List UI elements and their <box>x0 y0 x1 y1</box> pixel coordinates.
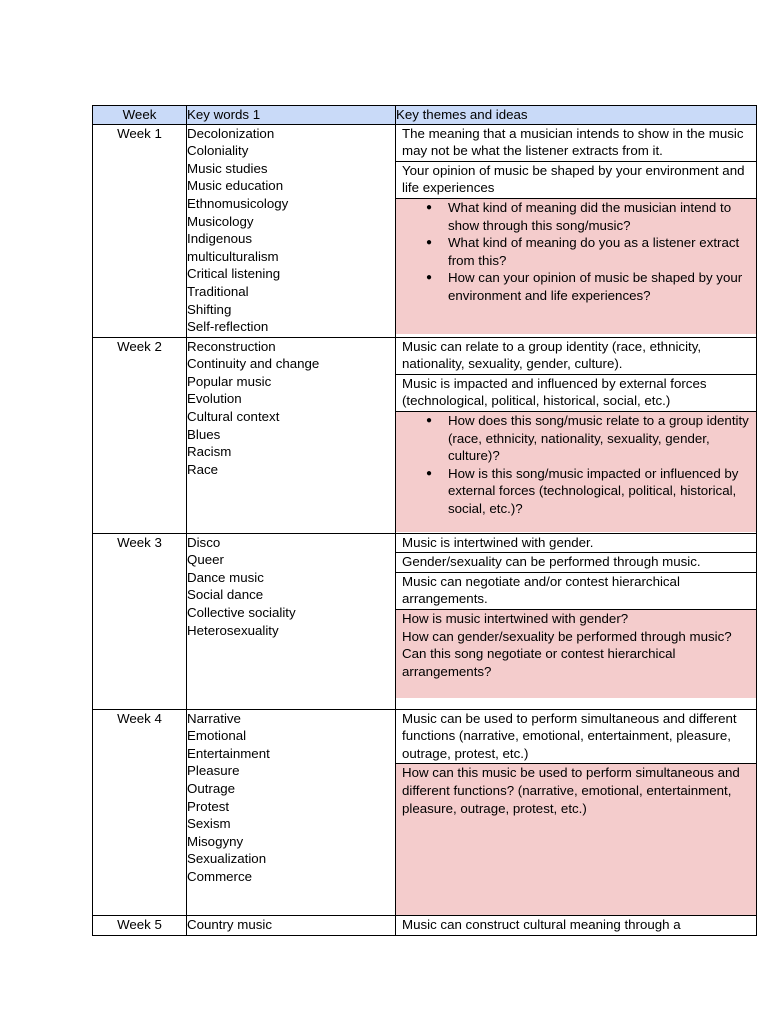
keyword-item: Outrage <box>187 780 236 796</box>
keyword-item: Decolonization <box>187 125 275 141</box>
keyword-item: Ethnomusicology <box>187 195 289 211</box>
question-item: How is music intertwined with gender? <box>402 610 629 626</box>
question-item: ● How does this song/music relate to a group identity (race, ethnicity, nationality, sexuality, gender, culture)? <box>448 412 750 465</box>
keyword-item: Shifting <box>187 301 232 317</box>
keyword-item: Social dance <box>187 587 264 603</box>
question-item: ● How is this song/music impacted or influenced by external forces (technological, political, historical, social, etc.)? <box>448 465 750 518</box>
question-item: ● How can your opinion of music be shaped by your environment and life experiences? <box>448 269 750 304</box>
theme-statement: Music can be used to perform simultaneous and different functions (narrative, emotional, entertainment, pleasure, outrage, protest, etc.) <box>396 710 756 765</box>
table-row <box>93 533 757 709</box>
themes-cell <box>396 337 757 533</box>
theme-statement: Music is impacted and influenced by external forces (technological, political, historical, social, etc.) <box>396 375 756 412</box>
table-row <box>93 709 757 916</box>
keyword-item: Racism <box>187 444 232 460</box>
themes-cell <box>396 533 757 709</box>
keyword-item: Narrative <box>187 710 241 726</box>
header-themes: Key themes and ideas <box>396 106 757 125</box>
keyword-item: Indigenous <box>187 231 253 247</box>
keyword-item: multiculturalism <box>187 248 279 264</box>
week-cell: Week 4 <box>93 709 187 916</box>
questions-list <box>402 412 750 518</box>
keywords-cell <box>187 709 396 916</box>
themes-cell <box>396 916 757 936</box>
table-row <box>93 916 757 936</box>
questions-box <box>396 412 756 532</box>
keyword-item: Sexualization <box>187 851 267 867</box>
keyword-item: Pleasure <box>187 763 240 779</box>
keywords-cell <box>187 124 396 337</box>
question-item: Can this song negotiate or contest hierarchical arrangements? <box>402 646 676 679</box>
keyword-item: Critical listening <box>187 266 281 282</box>
keyword-item: Music studies <box>187 160 268 176</box>
keyword-item: Queer <box>187 552 224 568</box>
keyword-item: Coloniality <box>187 143 249 159</box>
header-week: Week <box>93 106 187 125</box>
themes-table <box>92 105 757 936</box>
keyword-item: Heterosexuality <box>187 622 279 638</box>
keyword-item: Disco <box>187 534 221 550</box>
week-cell: Week 1 <box>93 124 187 337</box>
keyword-item: Self-reflection <box>187 319 269 335</box>
keyword-item: Cultural context <box>187 408 280 424</box>
keyword-item: Dance music <box>187 569 264 585</box>
questions-box <box>396 764 756 915</box>
theme-statement: Your opinion of music be shaped by your environment and life experiences <box>396 162 756 199</box>
keyword-item: Blues <box>187 426 221 442</box>
keyword-item: Collective sociality <box>187 604 296 620</box>
keyword-item: Popular music <box>187 373 272 389</box>
keyword-item: Music education <box>187 178 284 194</box>
keyword-item: Misogyny <box>187 833 244 849</box>
keyword-item: Reconstruction <box>187 338 276 354</box>
questions-box <box>396 610 756 698</box>
keyword-item: Country music <box>187 917 272 933</box>
table-row <box>93 337 757 533</box>
table-body <box>93 124 757 935</box>
keyword-item: Musicology <box>187 213 254 229</box>
questions-list <box>402 199 750 305</box>
keywords-cell <box>187 533 396 709</box>
question-item: ● What kind of meaning do you as a listener extract from this? <box>448 234 750 269</box>
keyword-item: Traditional <box>187 283 249 299</box>
themes-cell <box>396 709 757 916</box>
header-row <box>93 106 757 125</box>
keyword-item: Race <box>187 461 219 477</box>
week-cell: Week 3 <box>93 533 187 709</box>
week-cell: Week 2 <box>93 337 187 533</box>
question-item: ● What kind of meaning did the musician intend to show through this song/music? <box>448 199 750 234</box>
keyword-item: Sexism <box>187 816 231 832</box>
theme-statement: Music can negotiate and/or contest hierarchical arrangements. <box>396 573 756 610</box>
theme-statement: Music is intertwined with gender. <box>396 534 756 554</box>
keyword-item: Protest <box>187 798 230 814</box>
header-keywords: Key words 1 <box>187 106 396 125</box>
keyword-item: Commerce <box>187 868 253 884</box>
themes-cell <box>396 124 757 337</box>
theme-statement: Music can construct cultural meaning through a <box>402 917 681 933</box>
keyword-item: Emotional <box>187 728 247 744</box>
week-cell: Week 5 <box>93 916 187 936</box>
question-item: How can this music be used to perform simultaneous and different functions? (narrative, emotional, entertainment, pleasure, outrage, protest, etc.) <box>402 765 740 816</box>
keyword-item: Continuity and change <box>187 356 320 372</box>
question-item: How can gender/sexuality be performed through music? <box>402 628 732 644</box>
keywords-cell <box>187 916 396 936</box>
theme-statement: Music can relate to a group identity (race, ethnicity, nationality, sexuality, gender, culture). <box>396 338 756 375</box>
questions-box <box>396 199 756 334</box>
table-row <box>93 124 757 337</box>
keywords-cell <box>187 337 396 533</box>
keyword-item: Evolution <box>187 391 242 407</box>
keyword-item: Entertainment <box>187 745 270 761</box>
theme-statement: The meaning that a musician intends to show in the music may not be what the listener extracts from it. <box>396 125 756 162</box>
theme-statement: Gender/sexuality can be performed through music. <box>396 553 756 573</box>
